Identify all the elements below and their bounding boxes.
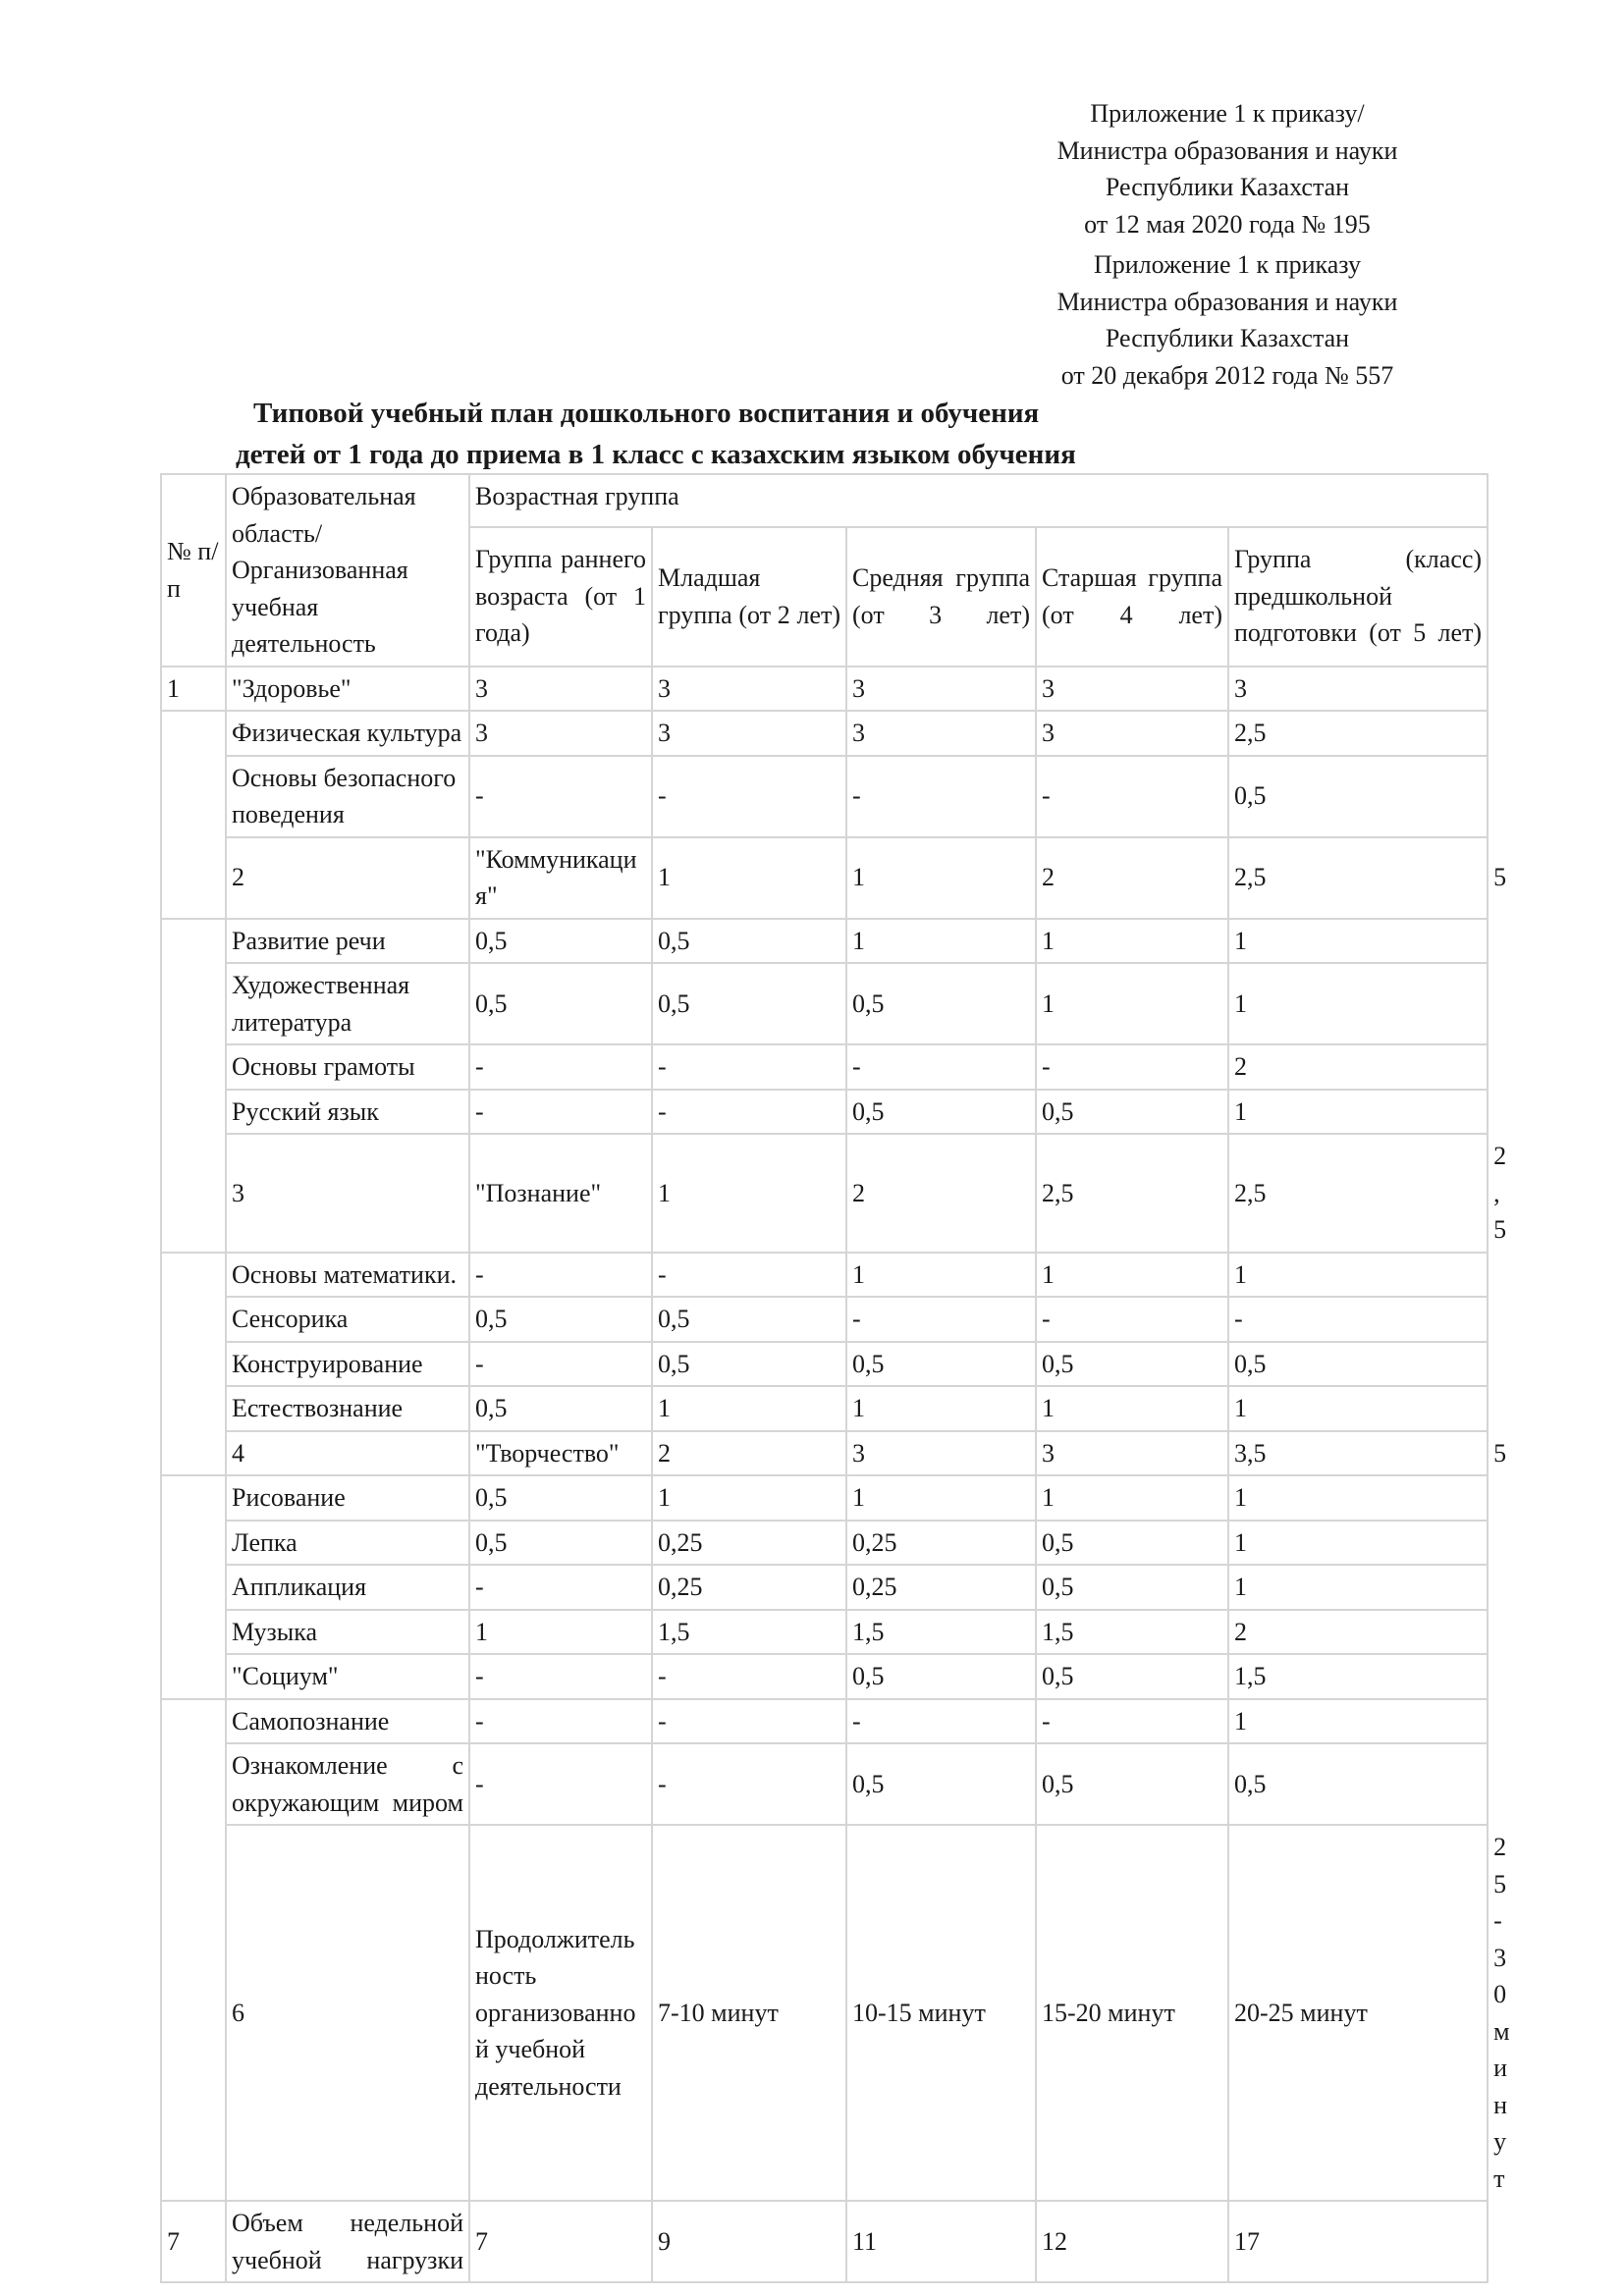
row-value-cell: 1 <box>846 1386 1036 1431</box>
row-area-name: Физическая культура <box>226 711 469 756</box>
table-row: 2 "Коммуникация" 1 1 2 2,5 5 <box>161 837 1488 919</box>
row-value-cell: 1 <box>1036 1253 1228 1298</box>
row-area-name: Продолжительность организованной учебной деятельности <box>469 1825 652 2201</box>
row-area-name: Русский язык <box>226 1090 469 1135</box>
row-area-name: "Творчество" <box>469 1431 652 1476</box>
table-row <box>161 1090 1488 1135</box>
order-line: Министра образования и науки <box>1056 287 1398 316</box>
table-row <box>161 1386 1488 1431</box>
row-value-cell: 1 <box>1036 963 1228 1044</box>
row-value-cell: - <box>652 1743 846 1825</box>
row-value-cell: - <box>846 1044 1036 1090</box>
table-header-row <box>161 474 1488 527</box>
row-area-name: "Здоровье" <box>226 667 469 712</box>
row-value-cell: 0,5 <box>652 1297 846 1342</box>
row-value-cell: - <box>1036 1699 1228 1744</box>
table-row <box>161 1297 1488 1342</box>
row-value-cell: 17 <box>1228 2201 1488 2282</box>
table-row <box>161 1743 1488 1825</box>
order-line: Министра образования и науки <box>1056 135 1398 165</box>
row-value-cell: 1,5 <box>846 1610 1036 1655</box>
row-value-cell: 0,5 <box>1228 1342 1488 1387</box>
row-value-cell: - <box>469 1253 652 1298</box>
row-value-cell: - <box>652 1044 846 1090</box>
row-value-cell: 0,5 <box>1228 1743 1488 1825</box>
row-value-cell: - <box>1036 1297 1228 1342</box>
row-area-name: Развитие речи <box>226 919 469 964</box>
row-value-cell: 1,5 <box>1228 1654 1488 1699</box>
row-value-cell: 1 <box>652 1386 846 1431</box>
row-value-cell: 0,5 <box>1036 1743 1228 1825</box>
table-row <box>161 711 1488 756</box>
table-row <box>161 1565 1488 1610</box>
row-value-cell: 0,5 <box>1036 1565 1228 1610</box>
title-line-1: Типовой учебный план дошкольного воспитания и обучения <box>253 398 1040 429</box>
row-area-name: "Коммуникация" <box>469 837 652 919</box>
row-value-cell: - <box>469 1565 652 1610</box>
header-educational-area: Образовательная область/ Организованная учебная деятельность <box>226 474 469 667</box>
row-value-cell: - <box>469 1342 652 1387</box>
row-value-cell: 7-10 минут <box>652 1825 846 2201</box>
row-area-name: Объем недельной учебной нагрузки <box>226 2201 469 2282</box>
row-value-cell: 0,5 <box>652 919 846 964</box>
row-number <box>161 1699 226 2202</box>
row-value-cell: 1 <box>846 1253 1036 1298</box>
row-value-cell: 2,5 <box>1228 837 1488 919</box>
row-value-cell: 1 <box>1228 1565 1488 1610</box>
row-value-cell: 3 <box>846 711 1036 756</box>
header-group-early: Группа раннего возраста (от 1 года) <box>469 527 652 667</box>
row-number: 1 <box>161 667 226 712</box>
row-value-cell: 0,5 <box>652 1342 846 1387</box>
row-value-cell: - <box>652 1253 846 1298</box>
row-value-cell: 3 <box>469 667 652 712</box>
table-row: 6 Продолжительность организованной учебной деятельности 7-10 минут 10-15 минут 15-20 минут 20-25 минут 25-30 минут <box>161 1825 1488 2201</box>
row-value-cell: 1 <box>846 919 1036 964</box>
row-value-cell: - <box>846 1297 1036 1342</box>
row-value-cell: 0,25 <box>652 1521 846 1566</box>
row-area-name: Ознакомление с окружающим миром <box>226 1743 469 1825</box>
row-number: 3 <box>226 1134 469 1253</box>
row-value-cell: - <box>469 1743 652 1825</box>
row-value-cell: 1 <box>1228 1090 1488 1135</box>
row-value-cell: 1 <box>1228 919 1488 964</box>
row-value-cell: 1 <box>846 1475 1036 1521</box>
table-row: 3 "Познание" 1 2 2,5 2,5 2,5 <box>161 1134 1488 1253</box>
row-value-cell: 0,25 <box>846 1521 1036 1566</box>
row-value-cell: 0,25 <box>846 1565 1036 1610</box>
header-group-middle: Средняя группа (от 3 лет) <box>846 527 1036 667</box>
order-reference-block <box>982 95 1473 394</box>
row-area-name: Основы математики. <box>226 1253 469 1298</box>
row-area-name: Сенсорика <box>226 1297 469 1342</box>
row-area-name: Естествознание <box>226 1386 469 1431</box>
row-value-cell: - <box>652 1090 846 1135</box>
row-value-cell: 1 <box>652 1475 846 1521</box>
header-group-senior: Старшая группа (от 4 лет) <box>1036 527 1228 667</box>
row-value-cell: - <box>469 1699 652 1744</box>
row-value-cell: 10-15 минут <box>846 1825 1036 2201</box>
row-value-cell: - <box>469 1044 652 1090</box>
row-value-cell: 0,5 <box>846 1654 1036 1699</box>
row-area-name: Конструирование <box>226 1342 469 1387</box>
row-value-cell: 1 <box>1228 1699 1488 1744</box>
row-value-cell: 3 <box>846 1431 1036 1476</box>
row-value-cell: 0,5 <box>846 1342 1036 1387</box>
row-value-cell: - <box>652 1654 846 1699</box>
header-number: № п/п <box>161 474 226 667</box>
row-value-cell: 0,5 <box>1036 1521 1228 1566</box>
row-number: 7 <box>161 2201 226 2282</box>
row-value-cell: 1 <box>652 1134 846 1253</box>
table-row <box>161 1342 1488 1387</box>
row-value-cell: 0,5 <box>846 963 1036 1044</box>
row-value-cell: 0,5 <box>1228 756 1488 837</box>
row-value-cell: 0,5 <box>1036 1090 1228 1135</box>
row-area-name: Рисование <box>226 1475 469 1521</box>
row-value-cell: 1 <box>469 1610 652 1655</box>
table-row <box>161 756 1488 837</box>
row-value-cell: 1 <box>1228 1475 1488 1521</box>
row-value-cell: 3 <box>1036 667 1228 712</box>
row-value-cell: 2,5 <box>1228 1134 1488 1253</box>
row-number <box>161 919 226 1253</box>
order-line: от 20 декабря 2012 года № 557 <box>1060 360 1394 390</box>
row-value-cell: 11 <box>846 2201 1036 2282</box>
row-number <box>161 1475 226 1699</box>
table-row <box>161 963 1488 1044</box>
table-row <box>161 1699 1488 1744</box>
row-value-cell: 0,5 <box>1036 1342 1228 1387</box>
table-row: 4 "Творчество" 2 3 3 3,5 5 <box>161 1431 1488 1476</box>
table-row <box>161 2201 1488 2282</box>
table-row <box>161 1475 1488 1521</box>
row-number: 2 <box>226 837 469 919</box>
row-value-cell: 0,5 <box>469 963 652 1044</box>
row-area-name: Основы грамоты <box>226 1044 469 1090</box>
row-value-cell: 3 <box>1036 711 1228 756</box>
row-value-cell: 9 <box>652 2201 846 2282</box>
row-value-cell: - <box>1228 1297 1488 1342</box>
row-value-cell: 2 <box>1036 837 1228 919</box>
row-value-cell: 2 <box>846 1134 1036 1253</box>
row-number: 4 <box>226 1431 469 1476</box>
row-area-name: "Познание" <box>469 1134 652 1253</box>
row-value-cell: 0,25 <box>652 1565 846 1610</box>
row-value-cell: 7 <box>469 2201 652 2282</box>
row-value-cell: - <box>1036 756 1228 837</box>
row-value-cell: 1 <box>1228 1253 1488 1298</box>
row-value-cell: 3 <box>469 711 652 756</box>
row-number <box>161 711 226 919</box>
order-line: Приложение 1 к приказу <box>1093 250 1361 279</box>
row-value-cell: - <box>846 756 1036 837</box>
row-value-cell: 1 <box>652 837 846 919</box>
table-row <box>161 1521 1488 1566</box>
document-title <box>236 393 1218 475</box>
row-value-cell: 12 <box>1036 2201 1228 2282</box>
table-row <box>161 1654 1488 1699</box>
row-value-cell: 0,5 <box>469 1521 652 1566</box>
row-area-name: "Социум" <box>226 1654 469 1699</box>
row-value-cell: 0,5 <box>846 1743 1036 1825</box>
row-value-cell: 2 <box>652 1431 846 1476</box>
row-value-cell: 3 <box>1036 1431 1228 1476</box>
header-group-preschool: Группа (класс) предшкольной подготовки (от 5 лет) <box>1228 527 1488 667</box>
row-value-cell: 0,5 <box>469 1386 652 1431</box>
row-value-cell: 3 <box>652 667 846 712</box>
row-value-cell: 0,5 <box>846 1090 1036 1135</box>
row-value-cell: - <box>652 1699 846 1744</box>
row-value-cell: 1 <box>846 837 1036 919</box>
row-value-cell: 0,5 <box>652 963 846 1044</box>
table-row <box>161 1253 1488 1298</box>
row-value-cell: 0,5 <box>469 1297 652 1342</box>
order-line: Приложение 1 к приказу/ <box>1090 99 1365 128</box>
row-value-cell: 3 <box>652 711 846 756</box>
row-value-cell: 0,5 <box>469 919 652 964</box>
row-number: 6 <box>226 1825 469 2201</box>
row-value-cell: 0,5 <box>469 1475 652 1521</box>
row-area-name: Художественная литература <box>226 963 469 1044</box>
row-value-cell: 2 <box>1228 1044 1488 1090</box>
row-value-cell: - <box>1036 1044 1228 1090</box>
row-value-cell: 1,5 <box>1036 1610 1228 1655</box>
row-area-name: Музыка <box>226 1610 469 1655</box>
row-value-cell: - <box>469 1654 652 1699</box>
row-value-cell: 1 <box>1036 1386 1228 1431</box>
row-area-name: Самопознание <box>226 1699 469 1744</box>
row-area-name: Аппликация <box>226 1565 469 1610</box>
row-area-name: Лепка <box>226 1521 469 1566</box>
row-value-cell: 1 <box>1036 919 1228 964</box>
row-value-cell: 15-20 минут <box>1036 1825 1228 2201</box>
order-line: Республики Казахстан <box>1105 173 1350 201</box>
header-group-junior: Младшая группа (от 2 лет) <box>652 527 846 667</box>
row-value-cell: 20-25 минут <box>1228 1825 1488 2201</box>
row-value-cell: - <box>846 1699 1036 1744</box>
table-row <box>161 919 1488 964</box>
row-value-cell: 1,5 <box>652 1610 846 1655</box>
row-value-cell: - <box>469 1090 652 1135</box>
order-line: Республики Казахстан <box>1105 324 1350 352</box>
order-line: от 12 мая 2020 года № 195 <box>1084 209 1371 239</box>
row-value-cell: 2,5 <box>1228 711 1488 756</box>
row-number <box>161 1253 226 1476</box>
row-value-cell: - <box>652 756 846 837</box>
title-line-2: детей от 1 года до приема в 1 класс с казахским языком обучения <box>236 439 1076 470</box>
curriculum-table <box>160 473 1510 2283</box>
row-value-cell: 2 <box>1228 1610 1488 1655</box>
table-row <box>161 1044 1488 1090</box>
table-row <box>161 1610 1488 1655</box>
row-value-cell: 1 <box>1036 1475 1228 1521</box>
row-value-cell: 1 <box>1228 963 1488 1044</box>
table-row <box>161 667 1488 712</box>
row-value-cell: - <box>469 756 652 837</box>
row-area-name: Основы безопасного поведения <box>226 756 469 837</box>
row-value-cell: 1 <box>1228 1386 1488 1431</box>
row-value-cell: 1 <box>1228 1521 1488 1566</box>
row-value-cell: 3 <box>846 667 1036 712</box>
row-value-cell: 3 <box>1228 667 1488 712</box>
row-value-cell: 3,5 <box>1228 1431 1488 1476</box>
row-value-cell: 0,5 <box>1036 1654 1228 1699</box>
row-value-cell: 2,5 <box>1036 1134 1228 1253</box>
header-age-group: Возрастная группа <box>469 474 1488 527</box>
